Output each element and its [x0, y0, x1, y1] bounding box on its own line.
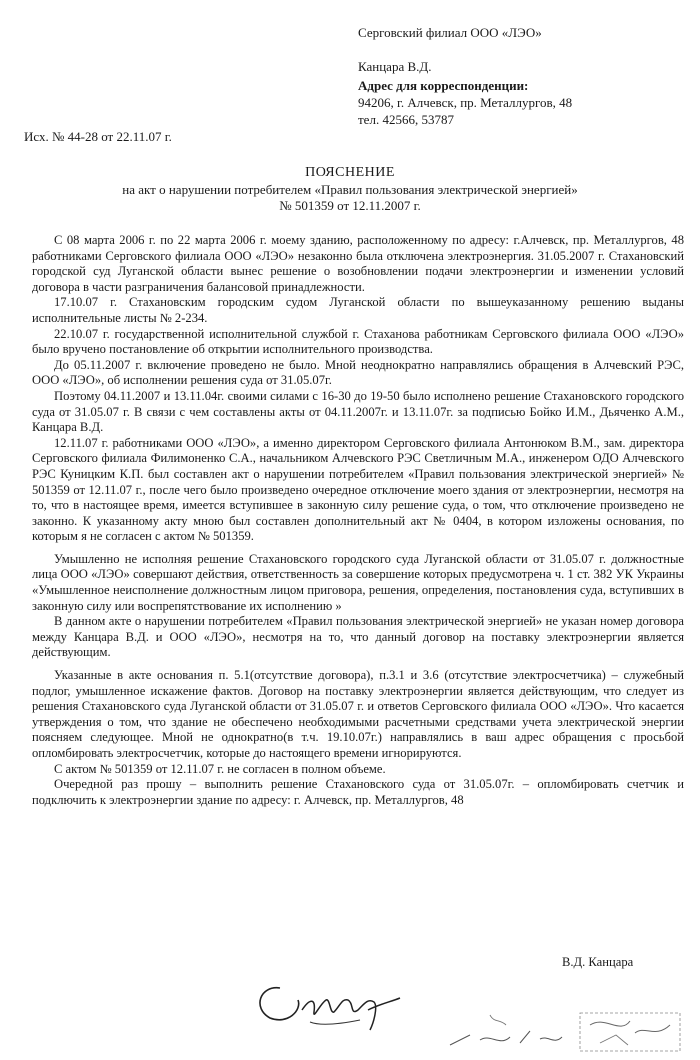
document-act-number: № 501359 от 12.11.2007 г. — [279, 198, 421, 213]
header-sender-name: Канцара В.Д. — [358, 59, 432, 74]
header-address-label: Адрес для корреспонденции: — [358, 78, 529, 93]
registration-stamp — [430, 995, 690, 1055]
paragraph: С 08 марта 2006 г. по 22 марта 2006 г. моему зданию, расположенному по адресу: г.Алчевск, пр. Металлургов, 48 работниками Серговского филиала ООО «ЛЭО» незаконно была отключена электроэнергия. 31.05.2007 г. Стахановский городской суд Луганской области вынес решение о возобновлении подачи электроэнергии и изменении условий договора в части разграничения балансовой принадлежности. — [32, 233, 684, 294]
paragraph: Поэтому 04.11.2007 и 13.11.04г. своими силами с 16-30 до 19-50 было исполнено решение Стахановского городского суда от 31.05.07 г. В связи с чем составлены акты от 04.11.2007г. и 13.11.07г. за подписью Бойко И.М., Дьяченко А.М., Канцара В.Д. — [32, 388, 684, 435]
document-subtitle: на акт о нарушении потребителем «Правил пользования электрической энергией» — [122, 182, 578, 197]
paragraph: Указанные в акте основания п. 5.1(отсутствие договора), п.3.1 и 3.6 (отсутствие электросчетчика) – служебный подлог, умышленное искажение фактов. Договор на поставку электроэнергии является действующим, что следует из решения Стахановского суда Луганской области от 31.05.07 г. и ответов Серговского филиала ООО «ЛЭО». Что касается утверждения о том, что здание не обеспечено необходимыми расчетными средствами учета электрической энергии поясняем следующее. Мной не однократно(в т.ч. 19.10.07г.) направлялись в ваш адрес обращения с просьбой опломбировать электросчетчик, которые до настоящего времени игнорируются. — [32, 668, 684, 760]
header-phone: тел. 42566, 53787 — [358, 112, 454, 127]
document-body — [32, 233, 684, 808]
document-title: ПОЯСНЕНИЕ — [305, 165, 395, 180]
paragraph: 17.10.07 г. Стахановским городским судом Луганской области по вышеуказанному решению выданы исполнительные листы № 2-234. — [32, 295, 684, 325]
paragraph: С актом № 501359 от 12.11.07 г. не согласен в полном объеме. — [54, 761, 386, 776]
handwritten-signature — [250, 970, 420, 1035]
signature-name: В.Д. Канцара — [562, 955, 634, 969]
paragraph: Очередной раз прошу – выполнить решение Стахановского суда от 31.05.07г. – опломбировать счетчик и подключить к электроэнергии здание по адресу: г. Алчевск, пр. Металлургов, 48 — [32, 777, 684, 807]
paragraph: 22.10.07 г. государственной исполнительной службой г. Стаханова работникам Серговского филиала ООО «ЛЭО» было вручено постановление об открытии исполнительного производства. — [32, 326, 684, 357]
header-org: Серговский филиал ООО «ЛЭО» — [358, 25, 542, 40]
paragraph: Умышленно не исполняя решение Стахановского городского суда Луганской области от 31.05.07 г. должностные лица ООО «ЛЭО» совершают действия, ответственность за совершение которых предусмотрена ч. 1 ст. 382 УК Украины «Умышленное неисполнение должностным лицом приговора, решения, определения, постановления суда, вступивших в законную силу или воспрепятствование их исполнению » — [32, 551, 684, 613]
paragraph: 12.11.07 г. работниками ООО «ЛЭО», а именно директором Серговского филиала Антонюком В.М., зам. директора Серговского филиала Филимоненко С.А., начальником Алчевского РЭС Светличным М.А., инженером ОДО Алчевского РЭС Куницким К.П. был составлен акт о нарушении потребителем «Правил пользования электрической энергией» № 501359 от 12.11.07 г., после чего было произведено очередное отключение моего здания от электроэнергии, несмотря на то, что в настоящее время, имеется вступившее в законную силу решение суда, о том, что отключение произведено не законно. К указанному акту мною был составлен дополнительный акт № 0404, в котором изложены основания, по которым я не согласен с актом № 501359. — [32, 435, 684, 544]
header-address: 94206, г. Алчевск, пр. Металлургов, 48 — [358, 95, 573, 110]
paragraph: До 05.11.2007 г. включение проведено не было. Мной неоднократно направлялись обращения в Алчевский РЭС, ООО «ЛЭО», об исполнении решения суда от 31.05.07г. — [32, 357, 684, 388]
paragraph: В данном акте о нарушении потребителем «Правил пользования электрической энергией» не указан номер договора между Канцара В.Д. и ООО «ЛЭО», несмотря на то, что данный договор на поставку электроэнергии является действующим. — [32, 614, 684, 660]
outgoing-reference: Исх. № 44-28 от 22.11.07 г. — [24, 129, 172, 144]
